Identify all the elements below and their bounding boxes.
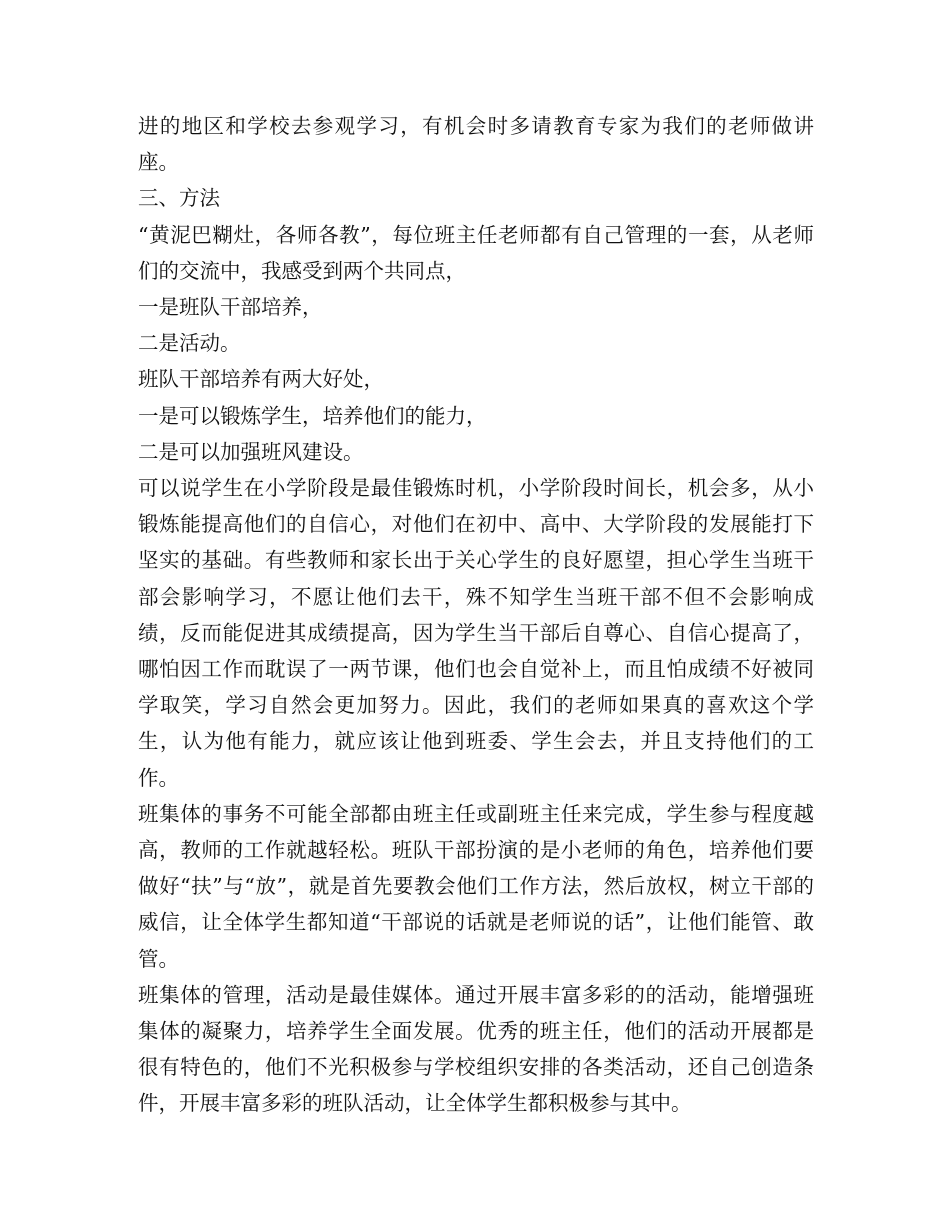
list-item-benefit-two: 二是可以加强班风建设。 (138, 439, 364, 464)
list-item-point-two: 二是活动。 (138, 331, 241, 356)
list-item-benefit-one: 一是可以锻炼学生，培养他们的能力， (138, 403, 487, 428)
paragraph-intro: “黄泥巴糊灶，各师各教”，每位班主任老师都有自己管理的一套，从老师们的交流中，我感受到两个共同点， (138, 222, 814, 283)
paragraph-class-affairs: 班集体的事务不可能全部都由班主任或副班主任来完成，学生参与程度越高，教师的工作就越轻松。班队干部扮演的是小老师的角色，培养他们要做好“扶”与“放”，就是首先要教会他们工作方法，然后放权，树立干部的威信，让全体学生都知道“干部说的话就是老师说的话”，让他们能管、敢管。 (138, 801, 814, 971)
paragraph-benefits-lead: 班队干部培养有两大好处， (138, 367, 384, 392)
paragraph-continuation: 进的地区和学校去参观学习，有机会时多请教育专家为我们的老师做讲座。 (138, 114, 814, 175)
paragraph-activities: 班集体的管理，活动是最佳媒体。通过开展丰富多彩的的活动，能增强班集体的凝聚力，培养学生全面发展。优秀的班主任，他们的活动开展都是很有特色的，他们不光积极参与学校组织安排的各类活动，还自己创造条件，开展丰富多彩的班队活动，让全体学生都积极参与其中。 (138, 982, 814, 1116)
paragraph-training-timing: 可以说学生在小学阶段是最佳锻炼时机，小学阶段时间长，机会多，从小锻炼能提高他们的自信心，对他们在初中、高中、大学阶段的发展能打下坚实的基础。有些教师和家长出于关心学生的良好愿望，担心学生当班干部会影响学习，不愿让他们去干，殊不知学生当班干部不但不会影响成绩，反而能促进其成绩提高，因为学生当干部后自尊心、自信心提高了，哪怕因工作而耽误了一两节课，他们也会自觉补上，而且怕成绩不好被同学取笑，学习自然会更加努力。因此，我们的老师如果真的喜欢这个学生，认为他有能力，就应该让他到班委、学生会去，并且支持他们的工作。 (138, 476, 814, 790)
list-item-point-one: 一是班队干部培养， (138, 295, 323, 320)
document-body (138, 108, 814, 1122)
section-heading-methods: 三、方法 (138, 186, 220, 211)
